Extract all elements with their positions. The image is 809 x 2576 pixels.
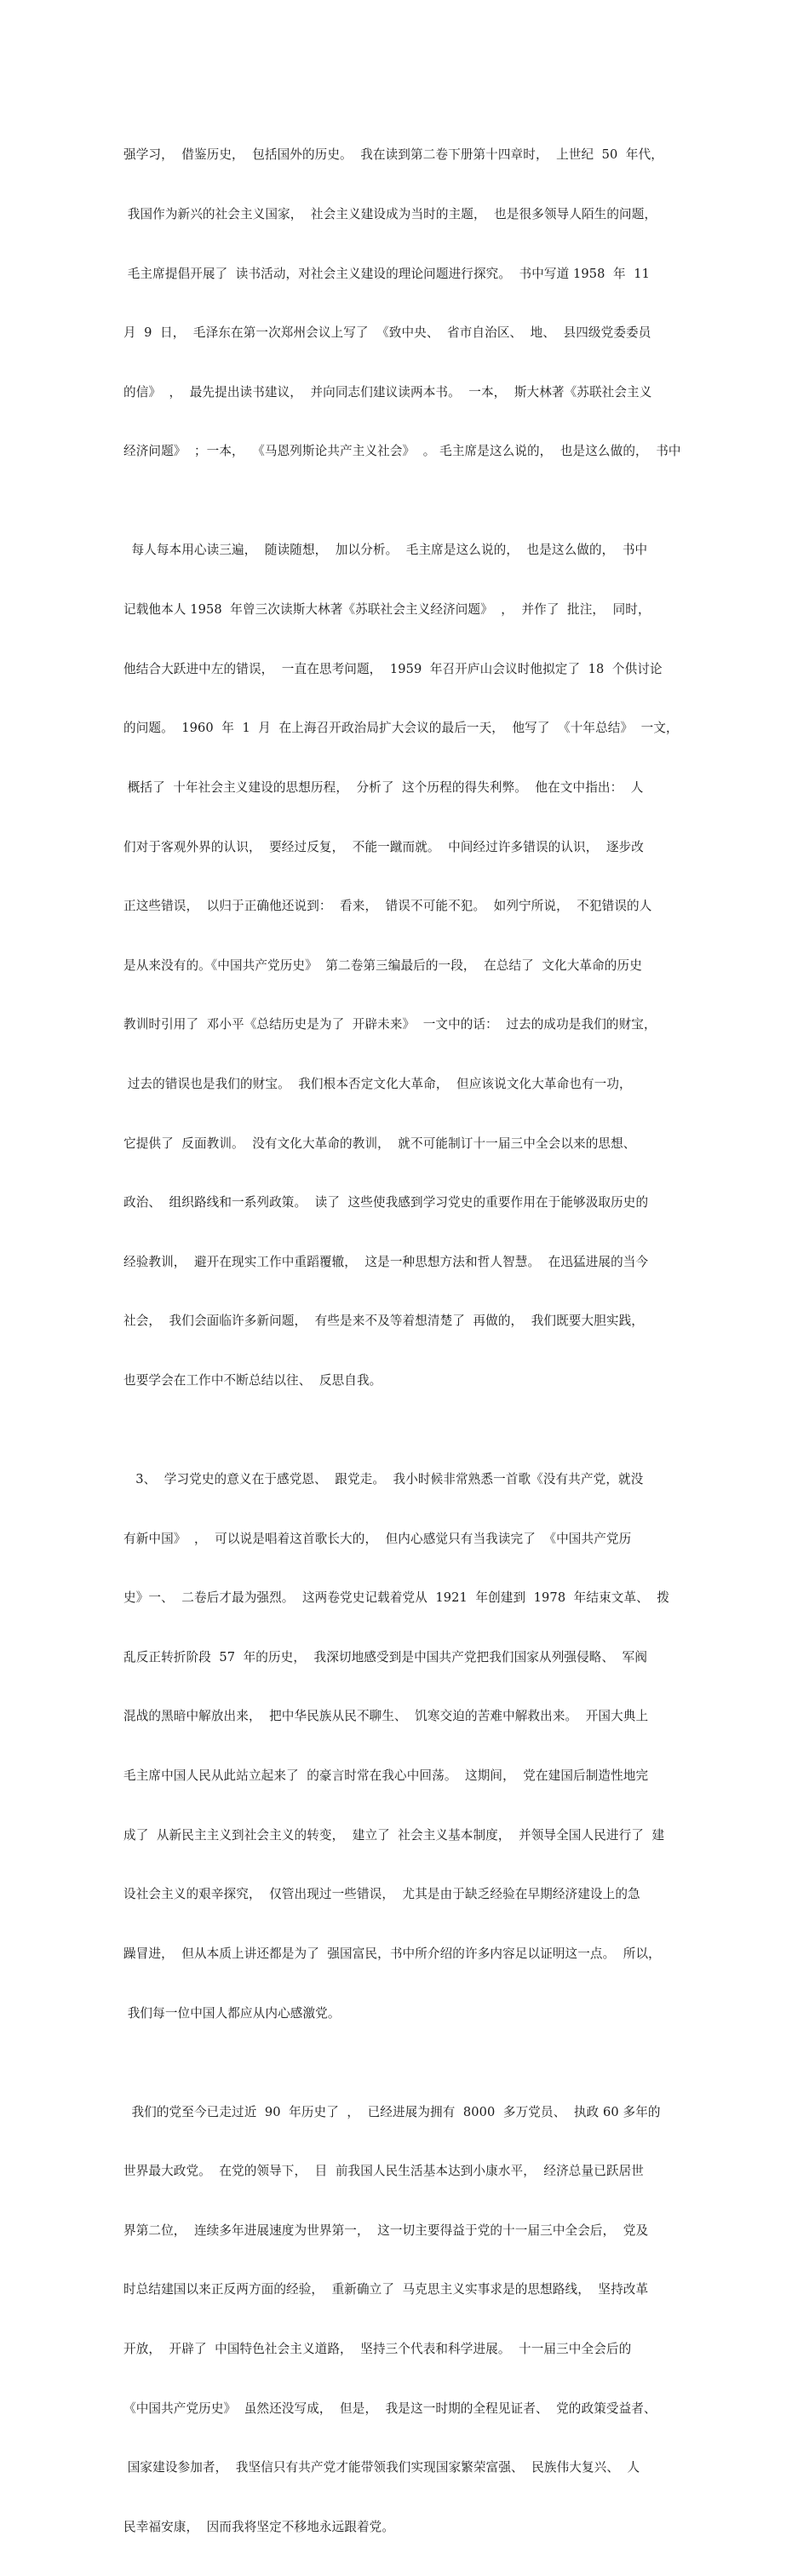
text-line: 民幸福安康， 因而我将坚定不移地永远跟着党。 (123, 2519, 395, 2534)
text-line: 3、 学习党史的意义在于感党恩、 跟党走。 我小时候非常熟悉一首歌《没有共产党，就没 (123, 1472, 644, 1487)
text-line: 我国作为新兴的社会主义国家， 社会主义建设成为当时的主题， 也是很多领导人陌生的问题， (123, 207, 657, 222)
text-line: 混战的黑暗中解放出来， 把中华民族从民不聊生、 饥寒交迫的苦难中解救出来。 开国大典上 (123, 1709, 649, 1724)
text-line: 我们每一位中国人都应从内心感激党。 (123, 2005, 341, 2021)
text-line: 我们的党至今已走过近 90 年历史了 ， 已经进展为拥有 8000 多万党员、 执政 60 多年的 (123, 2104, 661, 2119)
text-line: 过去的错误也是我们的财宝。 我们根本否定文化大革命， 但应该说文化大革命也有一功， (123, 1076, 632, 1091)
paragraph-3 (123, 1430, 703, 2063)
text-line: 毛主席中国人民从此站立起来了 的豪言时常在我心中回荡。 这期间， 党在建国后制造性地完 (123, 1768, 649, 1784)
text-line: 强学习， 借鉴历史， 包括国外的历史。 我在读到第二卷下册第十四章时， 上世纪 50 年代， (123, 147, 664, 163)
text-line: 成了 从新民主主义到社会主义的转变， 建立了 社会主义基本制度， 并领导全国人民进行了 建 (123, 1827, 665, 1843)
text-line: 国家建设参加者， 我坚信只有共产党才能带领我们实现国家繁荣富强、 民族伟大复兴、 人 (123, 2460, 640, 2475)
text-line: 记载他本人 1958 年曾三次读斯大林著《苏联社会主义经济问题》 ， 并作了 批注， 同时， (123, 602, 651, 618)
text-line: 躁冒进， 但从本质上讲还都是为了 强国富民，书中所介绍的许多内容足以证明这一点。 所以， (123, 1946, 661, 1961)
text-line: 是从来没有的。《中国共产党历史》 第二卷第三编最后的一段， 在总结了 文化大革命的历史 (123, 957, 642, 973)
paragraph-1 (123, 106, 703, 501)
text-line: 毛主席提倡开展了 读书活动，对社会主义建设的理论问题进行探究。 书中写道 1958 年 11 (123, 266, 650, 281)
text-line: 正这些错误， 以归于正确他还说到： 看来， 错误不可能不犯。 如列宁所说， 不犯错误的人 (123, 899, 652, 914)
text-line: 经验教训， 避开在现实工作中重蹈覆辙， 这是一种思想方法和哲人智慧。 在迅猛进展的当今 (123, 1254, 649, 1269)
paragraph-2 (123, 501, 703, 1430)
text-line: 乱反正转折阶段 57 年的历史， 我深切地感受到是中国共产党把我们国家从列强侵略、 军阀 (123, 1649, 648, 1665)
text-line: 们对于客观外界的认识， 要经过反复， 不能一蹴而就。 中间经过许多错误的认识， 逐步改 (123, 839, 644, 854)
document-body (123, 106, 703, 2576)
text-line: 概括了 十年社会主义建设的思想历程， 分析了 这个历程的得失利弊。 他在文中指出： 人 (123, 779, 644, 795)
text-line: 也要学会在工作中不断总结以往、 反思自我。 (123, 1373, 382, 1388)
text-line: 世界最大政党。 在党的领导下， 目 前我国人民生活基本达到小康水平， 经济总量已跃居世 (123, 2164, 644, 2179)
text-line: 他结合大跃进中左的错误， 一直在思考问题， 1959 年召开庐山会议时他拟定了 18 个供讨论 (123, 661, 663, 676)
text-line: 设社会主义的艰辛探究， 仅管出现过一些错误， 尤其是由于缺乏经验在早期经济建设上的急 (123, 1887, 640, 1902)
text-line: 开放， 开辟了 中国特色社会主义道路， 坚持三个代表和科学进展。 十一届三中全会后的 (123, 2341, 632, 2356)
text-line: 经济问题》 ；一本， 《马恩列斯论共产主义社会》 。 毛主席是这么说的， 也是这么做的， 书中 (123, 444, 681, 459)
text-line: 《中国共产党历史》 虽然还没写成， 但是， 我是这一时期的全程见证者、 党的政策受益者、 (123, 2401, 657, 2416)
text-line: 月 9 日， 毛泽东在第一次郑州会议上写了 《致中央、 省市自治区、 地、 县四级党委委员 (123, 325, 651, 341)
text-line: 时总结建国以来正反两方面的经验， 重新确立了 马克思主义实事求是的思想路线， 坚持改革 (123, 2282, 649, 2297)
text-line: 社会， 我们会面临许多新问题， 有些是来不及等着想清楚了 再做的， 我们既要大胆实践， (123, 1314, 644, 1329)
text-line: 有新中国》 ， 可以说是唱着这首歌长大的， 但内心感觉只有当我读完了 《中国共产党历 (123, 1531, 632, 1546)
text-line: 史》一、 二卷后才最为强烈。 这两卷党史记载着党从 1921 年创建到 1978 年结束文革、 拨 (123, 1590, 670, 1606)
text-line: 的信》 ， 最先提出读书建议， 并向同志们建议读两本书。 一本， 斯大林著《苏联社会主义 (123, 384, 652, 400)
paragraph-4 (123, 2062, 703, 2576)
text-line: 的问题。 1960 年 1 月 在上海召开政治局扩大会议的最后一天， 他写了 《十年总结》 一文， (123, 721, 679, 736)
text-line: 每人每本用心读三遍， 随读随想， 加以分析。 毛主席是这么说的， 也是这么做的， 书中 (123, 543, 648, 558)
text-line: 它提供了 反面教训。 没有文化大革命的教训， 就不可能制订十一届三中全会以来的思想、 (123, 1136, 636, 1151)
text-line: 界第二位， 连续多年进展速度为世界第一， 这一切主要得益于党的十一届三中全会后， 党及 (123, 2222, 649, 2238)
text-line: 教训时引用了 邓小平《总结历史是为了 开辟未来》 一文中的话： 过去的成功是我们的财宝， (123, 1017, 657, 1032)
text-line: 政治、 组织路线和一系列政策。 读了 这些使我感到学习党史的重要作用在于能够汲取历史的 (123, 1195, 649, 1210)
